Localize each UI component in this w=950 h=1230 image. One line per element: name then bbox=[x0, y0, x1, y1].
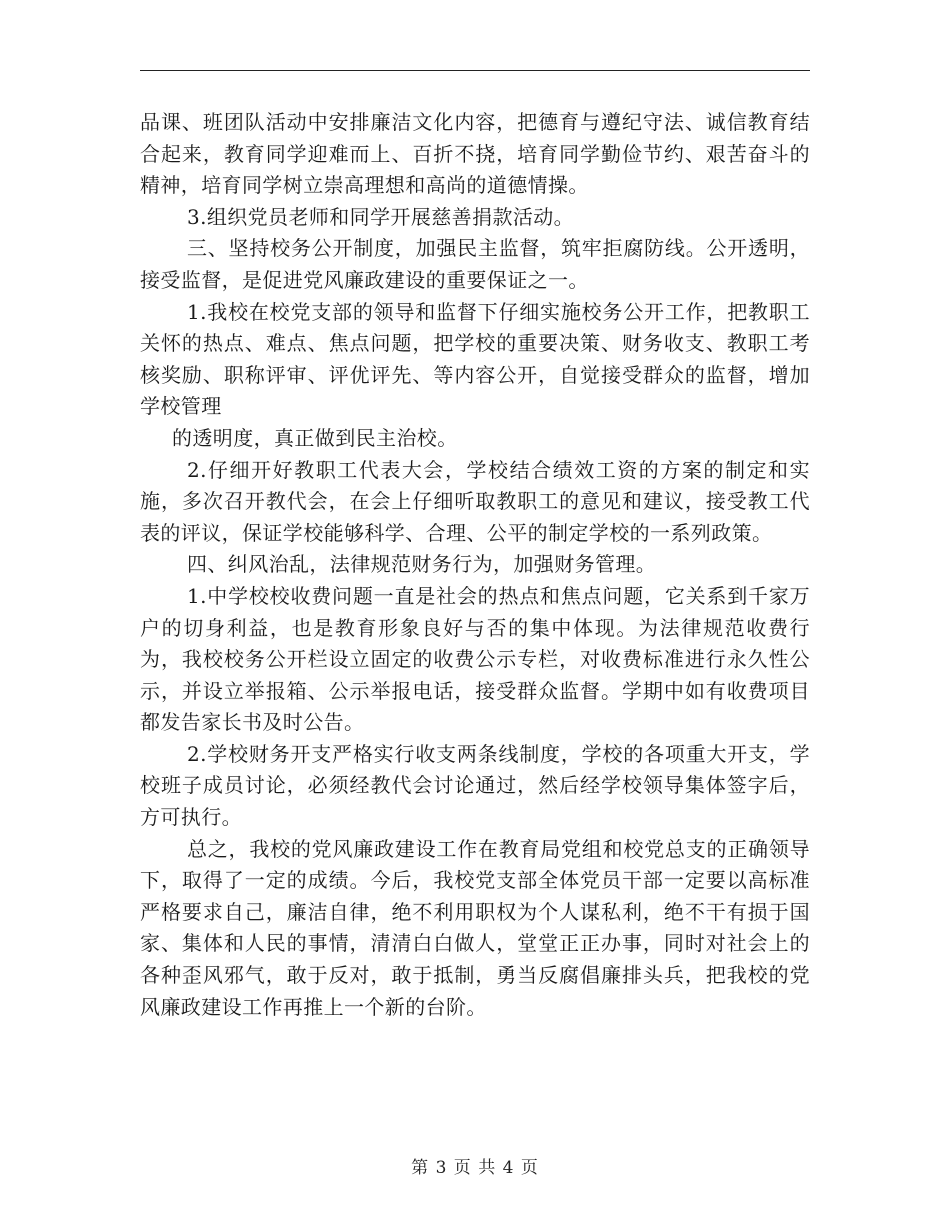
paragraph-item-2: 2.仔细开好教职工代表大会，学校结合绩效工资的方案的制定和实施，多次召开教代会，在会上仔细听取教职工的意见和建议，接受教工代表的评议，保证学校能够科学、合理、公平的制定学校的一系列政策。 bbox=[140, 457, 810, 545]
section-heading-3: 三、坚持校务公开制度，加强民主监督，筑牢拒腐防线。公开透明，接受监督，是促进党风廉政建设的重要保证之一。 bbox=[140, 236, 810, 292]
paragraph-fragment: 的透明度，真正做到民主治校。 bbox=[172, 425, 458, 450]
paragraph-continuation: 品课、班团队活动中安排廉洁文化内容，把德育与遵纪守法、诚信教育结合起来，教育同学迎难而上、百折不挠，培育同学勤俭节约、艰苦奋斗的精神，培育同学树立崇高理想和高尚的道德情操。 bbox=[140, 110, 810, 198]
header-rule bbox=[140, 70, 810, 71]
paragraph-item-2b: 2.学校财务开支严格实行收支两条线制度，学校的各项重大开支，学校班子成员讨论，必须经教代会讨论通过，然后经学校领导集体签字后，方可执行。 bbox=[140, 741, 810, 830]
section-heading-4: 四、纠风治乱，法律规范财务行为，加强财务管理。 bbox=[187, 552, 657, 577]
paragraph-item-1: 1.我校在校党支部的领导和监督下仔细实施校务公开工作，把教职工关怀的热点、难点、焦点问题，把学校的重要决策、财务收支、教职工考核奖励、职称评审、评优评先、等内容公开，自觉接受群众的监督，增加学校管理 bbox=[140, 299, 810, 419]
page-number-footer: 第 3 页 共 4 页 bbox=[411, 1158, 539, 1178]
paragraph-item-1b: 1.中学校校收费问题一直是社会的热点和焦点问题，它关系到千家万户的切身利益，也是教育形象良好与否的集中体现。为法律规范收费行为，我校校务公开栏设立固定的收费公示专栏，对收费标准进行永久性公示，并设立举报箱、公示举报电话，接受群众监督。学期中如有收费项目都发告家长书及时公告。 bbox=[140, 583, 810, 735]
paragraph-item-3: 3.组织党员老师和同学开展慈善捐款活动。 bbox=[187, 204, 575, 229]
document-body bbox=[140, 107, 810, 1023]
paragraph-conclusion: 总之，我校的党风廉政建设工作在教育局党组和校党总支的正确领导下，取得了一定的成绩。今后，我校党支部全体党员干部一定要以高标准严格要求自己，廉洁自律，绝不利用职权为个人谋私利，绝不干有损于国家、集体和人民的事情，清清白白做人，堂堂正正办事，同时对社会上的各种歪风邪气，敢于反对，敢于抵制，勇当反腐倡廉排头兵，把我校的党风廉政建设工作再推上一个新的台阶。 bbox=[140, 836, 810, 1019]
